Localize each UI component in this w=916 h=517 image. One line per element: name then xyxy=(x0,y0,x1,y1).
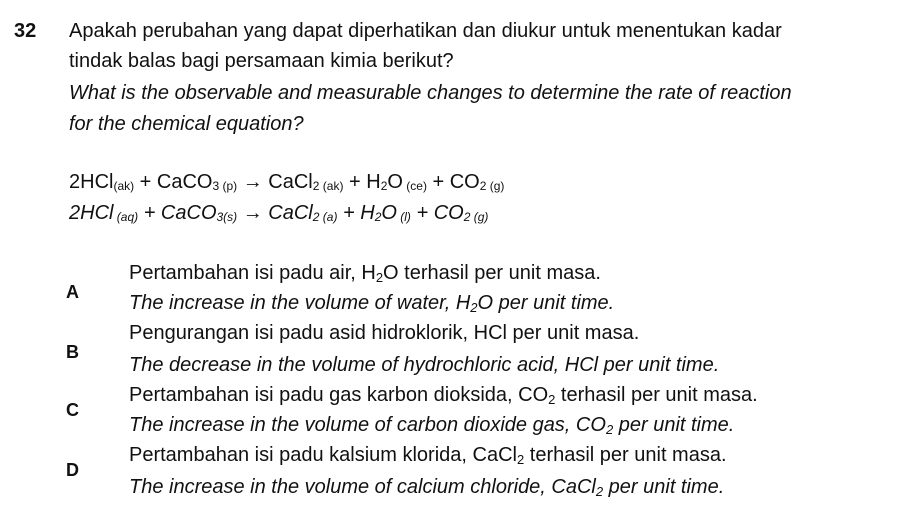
eq-term: + H xyxy=(337,202,375,224)
eq-state: (g) xyxy=(470,210,489,224)
option-c-text-malay: Pertambahan isi padu gas karbon dioksida, $CO_2$ terhasil per unit masa. xyxy=(129,384,758,407)
option-c-text-english: The increase in the volume of carbon dioxide gas, $CO_2$ per unit time. xyxy=(129,414,735,437)
option-a-text-malay: Pertambahan isi padu air, $H_2O$ terhasil per unit masa. xyxy=(129,262,601,285)
eq-subscript: 2 xyxy=(463,210,471,224)
eq-subscript: 3 xyxy=(212,179,220,193)
eq-state: (l) xyxy=(396,210,411,224)
eq-term: + CaCO xyxy=(138,202,217,224)
eq-term: O xyxy=(387,171,403,193)
eq-state: (ak) xyxy=(113,179,135,193)
eq-state: (ce) xyxy=(402,179,427,193)
eq-subscript: 2 xyxy=(479,179,487,193)
eq-state: (aq) xyxy=(113,210,139,224)
option-d-letter[interactable]: D xyxy=(66,460,79,480)
eq-term: O xyxy=(381,202,397,224)
question-text-english-line1: What is the observable and measurable changes to determine the rate of reaction xyxy=(69,82,792,104)
option-d-text-malay: Pertambahan isi padu kalsium klorida, CaCl$_2$ terhasil per unit masa. xyxy=(129,444,727,467)
eq-subscript: 3(s) xyxy=(216,210,238,224)
question-text-malay-line1: Apakah perubahan yang dapat diperhatikan dan diukur untuk menentukan kadar xyxy=(69,20,782,42)
eq-term: + CaCO xyxy=(134,171,213,193)
eq-subscript: 2 xyxy=(374,210,382,224)
question-text-english-line2: for the chemical equation? xyxy=(69,113,304,135)
eq-state: (ak) xyxy=(319,179,344,193)
eq-term: + CO xyxy=(410,202,464,224)
eq-state: (g) xyxy=(486,179,505,193)
eq-term: CaCl xyxy=(268,202,313,224)
eq-term: CaCl xyxy=(268,171,313,193)
eq-term: 2HCl xyxy=(69,171,114,193)
question-text-malay-line2: tindak balas bagi persamaan kimia berikut? xyxy=(69,50,454,72)
option-b-text-malay: Pengurangan isi padu asid hidroklorik, HCl per unit masa. xyxy=(129,322,640,344)
eq-state: (a) xyxy=(319,210,338,224)
eq-state: (p) xyxy=(219,179,238,193)
eq-term: + CO xyxy=(426,171,480,193)
option-a-text-english: The increase in the volume of water, $H_2O$ per unit time. xyxy=(129,292,615,315)
reaction-arrow: → xyxy=(237,171,269,193)
reaction-arrow: → xyxy=(237,202,269,224)
eq-subscript: 2 xyxy=(380,179,388,193)
option-c-letter[interactable]: C xyxy=(66,400,79,420)
eq-subscript: 2 xyxy=(312,179,320,193)
chemical-equation-malay xyxy=(69,171,504,194)
chemical-equation-english xyxy=(69,202,488,225)
eq-subscript: 2 xyxy=(312,210,320,224)
eq-term: 2HCl xyxy=(69,202,114,224)
option-d-text-english: The increase in the volume of calcium chloride, CaCl$_2$ per unit time. xyxy=(129,476,725,499)
option-b-text-english: The decrease in the volume of hydrochloric acid, HCl per unit time. xyxy=(129,354,720,376)
question-number: 32 xyxy=(14,20,37,42)
eq-term: + H xyxy=(343,171,381,193)
option-b-letter[interactable]: B xyxy=(66,342,79,362)
option-a-letter[interactable]: A xyxy=(66,282,79,302)
